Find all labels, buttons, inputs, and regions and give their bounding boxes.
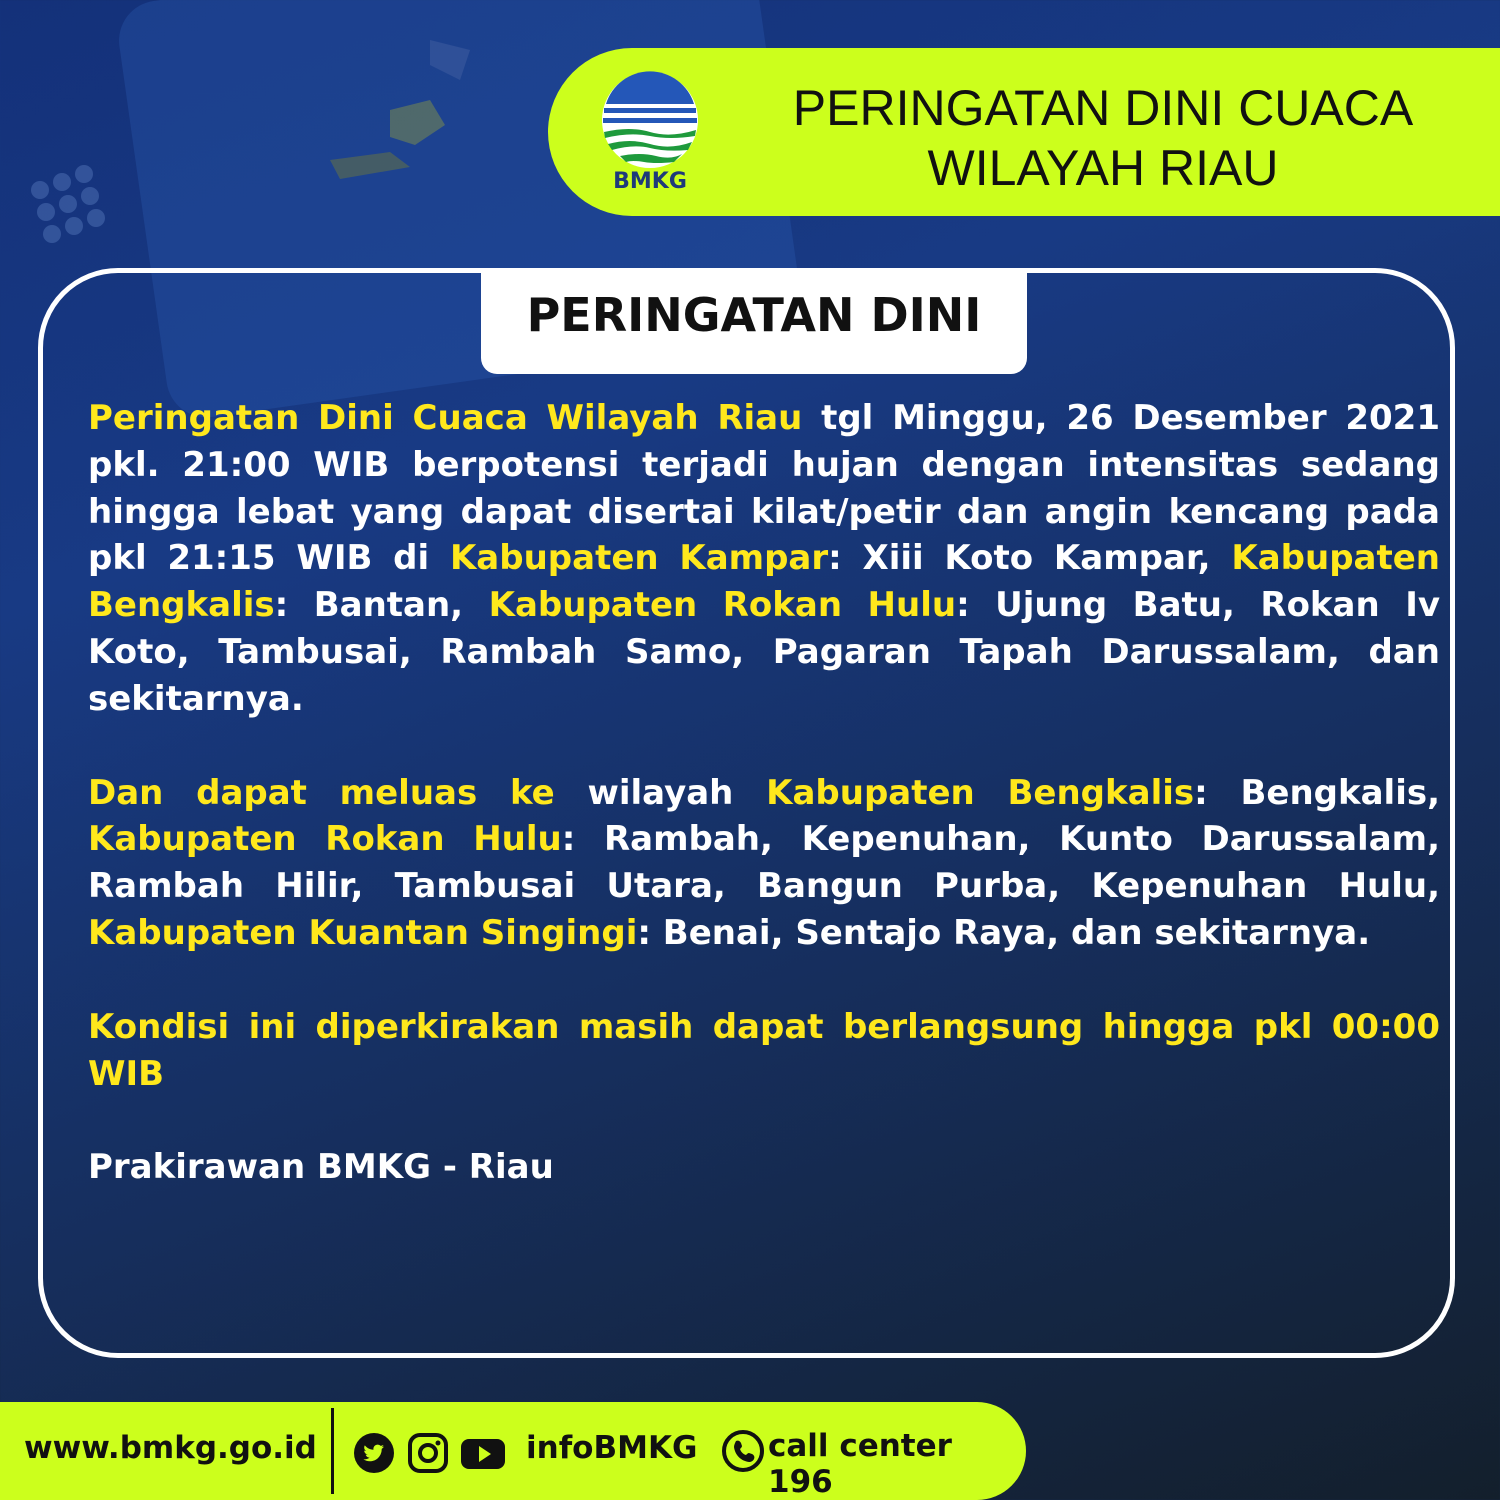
highlight: Kabupaten Bengkalis [766, 772, 1195, 813]
instagram-icon[interactable] [407, 1432, 449, 1474]
logo-text: BMKG [613, 169, 687, 192]
header-title [738, 78, 1468, 198]
header-banner [548, 48, 1500, 216]
panel-tab-label: PERINGATAN DINI [526, 288, 982, 342]
body-text: wilayah [554, 772, 767, 813]
highlight: Kabupaten Kampar [449, 538, 829, 579]
bmkg-logo [600, 70, 700, 192]
body-text: : Ujung Batu, Rokan Iv Koto, Tambusai, Rambah Samo, Pagaran Tapah Darussalam, dan sekitarnya. [88, 585, 1441, 719]
highlight: Kabupaten Rokan Hulu [488, 585, 957, 626]
highlight: Kabupaten Bengkalis [88, 538, 1440, 626]
highlight: Peringatan Dini Cuaca Wilayah Riau [88, 398, 803, 438]
highlight: Kabupaten Rokan Hulu [88, 819, 562, 860]
highlight: Kabupaten Kuantan Singingi [88, 912, 638, 953]
header-title-line-2: WILAYAH RIAU [927, 140, 1279, 196]
body-text: : Xiii Koto Kampar, [828, 538, 1232, 579]
website-link[interactable]: www.bmkg.go.id [24, 1430, 317, 1466]
call-center-number[interactable]: call center 196 [768, 1428, 952, 1500]
warning-paragraph-2 [88, 770, 1440, 957]
social-handle[interactable]: infoBMKG [526, 1430, 698, 1466]
warning-paragraph-1 [88, 395, 1440, 723]
panel-tab [481, 268, 1027, 374]
body-text: : Bengkalis, [1194, 772, 1440, 813]
youtube-icon[interactable] [460, 1432, 506, 1474]
forecaster-signature: Prakirawan BMKG - Riau [88, 1147, 554, 1188]
header-title-line-1: PERINGATAN DINI CUACA [792, 80, 1414, 136]
duration-note: Kondisi ini diperkirakan masih dapat berlangsung hingga pkl 00:00 WIB [88, 1006, 1440, 1094]
twitter-icon[interactable] [353, 1432, 395, 1474]
footer-bar [0, 1402, 1026, 1500]
phone-icon [722, 1430, 764, 1472]
footer-divider [331, 1408, 334, 1494]
body-text: tgl Minggu, 26 Desember 2021 pkl. 21:00 WIB berpotensi terjadi hujan dengan intensitas sedang hingga lebat yang dapat disertai kilat/petir dan angin kencang pada pkl 21:15 WIB di [88, 398, 1440, 579]
body-text: : Bantan, [274, 585, 489, 626]
body-text: : Benai, Sentajo Raya, dan sekitarnya. [637, 912, 1371, 953]
body-text: : Rambah, Kepenuhan, Kunto Darussalam, Rambah Hilir, Tambusai Utara, Bangun Purba, Kepenuhan Hulu, [88, 819, 1440, 907]
warning-content [88, 395, 1440, 1191]
highlight: Dan dapat meluas ke [88, 772, 555, 813]
